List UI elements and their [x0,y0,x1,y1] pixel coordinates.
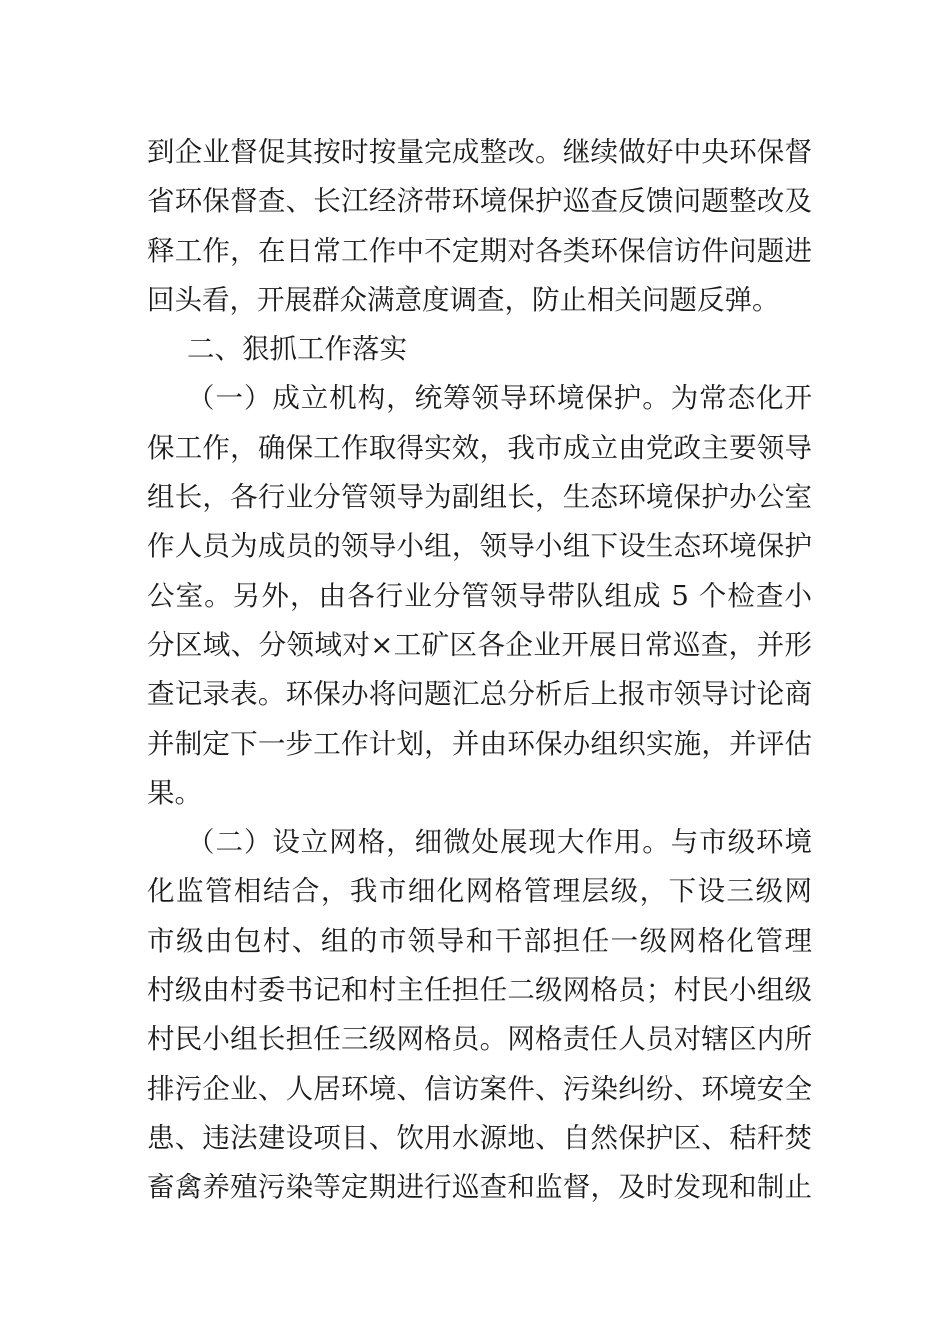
paragraph-line: 并制定下一步工作计划，并由环保办组织实施，并评估 [147,727,812,760]
paragraph-line: 释工作，在日常工作中不定期对各类环保信访件问题进 [147,234,812,267]
section-heading: 二、狠抓工作落实 [187,333,407,366]
paragraph-line: 化监管相结合，我市细化网格管理层级，下设三级网 [147,875,812,908]
paragraph-line: 畜禽养殖污染等定期进行巡查和监督，及时发现和制止 [147,1171,812,1204]
paragraph-line: 回头看，开展群众满意度调查，防止相关问题反弹。 [147,283,780,316]
paragraph-line: 查记录表。环保办将问题汇总分析后上报市领导讨论商 [147,678,812,711]
paragraph-line: 到企业督促其按时按量完成整改。继续做好中央环保督 [147,136,812,168]
paragraph-line: （一）成立机构，统筹领导环境保护。为常态化开 [187,382,812,415]
paragraph-line: 患、违法建设项目、饮用水源地、自然保护区、秸秆焚 [147,1121,812,1154]
paragraph-line: 组长，各行业分管领导为副组长，生态环境保护办公室 [147,481,812,514]
document-body [147,128,812,1213]
paragraph-line: 村民小组长担任三级网格员。网格责任人员对辖区内所 [147,1023,812,1056]
paragraph-line: 村级由村委书记和村主任担任二级网格员；村民小组级 [147,974,812,1007]
paragraph-line: （二）设立网格，细微处展现大作用。与市级环境 [187,826,812,859]
paragraph-line: 排污企业、人居环境、信访案件、污染纠纷、环境安全 [147,1072,812,1105]
paragraph-line: 分区域、分领域对×工矿区各企业开展日常巡查，并形 [147,628,812,661]
paragraph-line: 公室。另外，由各行业分管领导带队组成 5 个检查小 [147,579,812,612]
paragraph-line: 果。 [147,776,202,809]
paragraph-line: 省环保督查、长江经济带环境保护巡查反馈问题整改及 [147,185,812,218]
paragraph-line: 市级由包村、组的市领导和干部担任一级网格化管理 [147,924,812,957]
paragraph-line: 保工作，确保工作取得实效，我市成立由党政主要领导 [147,431,812,464]
paragraph-line: 作人员为成员的领导小组，领导小组下设生态环境保护 [147,530,812,563]
